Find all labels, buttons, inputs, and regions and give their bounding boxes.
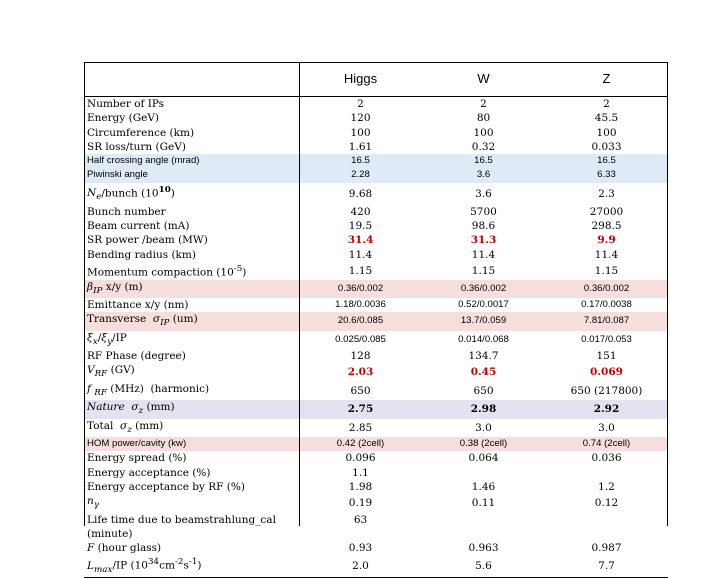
header-row <box>84 63 668 97</box>
cell-z: 0.12 <box>594 497 619 510</box>
header-higgs: Higgs <box>299 63 422 97</box>
cell-z: 151 <box>596 350 617 363</box>
table-row <box>84 382 668 400</box>
cell-w: 0.064 <box>468 452 499 465</box>
table-row <box>84 527 668 541</box>
row-label: RF Phase (degree) <box>87 350 186 363</box>
cell-higgs: 2.0 <box>299 555 422 577</box>
table-row <box>84 233 668 247</box>
table-row <box>84 219 668 233</box>
parameter-table <box>84 62 668 578</box>
cell-higgs: 0.025/0.085 <box>335 333 386 345</box>
cell-higgs: 20.6/0.085 <box>299 312 422 330</box>
row-label: $\xi_x/\xi_y/IP$ <box>87 331 127 347</box>
row-label: (minute) <box>87 527 133 540</box>
cell-w: 98.6 <box>471 219 496 232</box>
cell-z: 0.069 <box>590 366 623 379</box>
cell-w: 0.52/0.0017 <box>458 299 509 311</box>
row-label: $L_{max}/IP$ $(10^{34}cm^{-2}s^{-1})$ <box>84 555 299 577</box>
cell-higgs: 1.61 <box>348 140 373 153</box>
table-row <box>84 140 668 154</box>
row-label: Energy acceptance by RF (%) <box>87 480 245 493</box>
cell-z: 1.2 <box>598 480 615 493</box>
table-row <box>84 363 668 381</box>
row-label: Energy spread (%) <box>87 452 187 465</box>
table-row <box>84 205 668 219</box>
cell-z: 16.5 <box>545 154 668 168</box>
table-row <box>84 331 668 349</box>
cell-w: 3.6 <box>422 168 545 182</box>
cell-w: 2 <box>480 98 487 110</box>
column-divider <box>299 62 300 526</box>
cell-w: 11.4 <box>471 248 496 261</box>
row-label: Total $\sigma_z$ (mm) <box>87 419 164 435</box>
cell-w: 650 <box>473 384 494 397</box>
row-label: F (hour glass) <box>87 542 162 555</box>
cell-w <box>422 527 545 541</box>
cell-higgs: 100 <box>350 126 371 139</box>
row-label: Circumference (km) <box>87 126 195 139</box>
cell-z: 100 <box>596 126 617 139</box>
cell-higgs: 2.03 <box>347 366 374 379</box>
table-row <box>84 97 668 112</box>
row-label: SR power /beam (MW) <box>87 234 208 247</box>
table-row <box>84 111 668 125</box>
table-row <box>84 126 668 140</box>
cell-higgs: 1.1 <box>352 466 369 479</box>
cell-higgs <box>299 527 422 541</box>
cell-w: 1.46 <box>471 480 496 493</box>
cell-w: 5.6 <box>422 555 545 577</box>
row-label: Piwinski angle <box>84 168 299 182</box>
cell-higgs: 31.4 <box>347 234 374 247</box>
cell-z: 0.36/0.002 <box>545 280 668 298</box>
table-row <box>84 451 668 465</box>
table-row <box>84 513 668 527</box>
table-row <box>84 437 668 451</box>
cell-z: 0.74 (2cell) <box>545 437 668 451</box>
row-label: $\beta_{IP}$ x/y (m) <box>84 280 299 298</box>
cell-z: 9.9 <box>597 234 616 247</box>
cell-higgs: 1.18/0.0036 <box>335 299 386 311</box>
cell-z: 11.4 <box>594 248 619 261</box>
row-label: Beam current (mA) <box>87 219 190 232</box>
cell-z: 7.7 <box>545 555 668 577</box>
cell-w: 100 <box>473 126 494 139</box>
table-row <box>84 541 668 555</box>
header-z: Z <box>545 63 668 97</box>
row-label: Life time due to beamstrahlung_cal <box>87 513 276 526</box>
header-w: W <box>422 63 545 97</box>
cell-higgs: 120 <box>350 112 371 125</box>
table-row <box>84 419 668 437</box>
row-label: Half crossing angle (mrad) <box>84 154 299 168</box>
cell-w: 0.32 <box>471 140 496 153</box>
table-row <box>84 183 668 205</box>
table-row <box>84 466 668 480</box>
cell-w: 3.0 <box>475 421 492 434</box>
cell-higgs: 19.5 <box>348 219 373 232</box>
cell-z <box>545 513 668 527</box>
cell-w: 16.5 <box>422 154 545 168</box>
table-border-left <box>84 62 85 526</box>
table-row <box>84 262 668 280</box>
cell-z: 2.92 <box>545 400 668 418</box>
cell-higgs: 9.68 <box>348 187 373 200</box>
cell-w: 13.7/0.059 <box>422 312 545 330</box>
cell-w: 0.11 <box>471 497 496 510</box>
row-label: Number of IPs <box>87 98 165 110</box>
table-row <box>84 555 668 577</box>
row-label: $V_{RF}$ (GV) <box>87 364 135 380</box>
cell-z: 3.0 <box>598 421 615 434</box>
cell-higgs: 16.5 <box>299 154 422 168</box>
cell-higgs: 63 <box>353 513 368 526</box>
cell-w: 0.014/0.068 <box>458 333 509 345</box>
row-label: SR loss/turn (GeV) <box>87 140 186 153</box>
cell-z: 2 <box>603 98 610 110</box>
table-row <box>84 280 668 298</box>
row-label: Nature $\sigma_z$ (mm) <box>84 400 299 418</box>
table-row <box>84 248 668 262</box>
row-label: Energy acceptance (%) <box>87 466 211 479</box>
row-label: f $_{RF}$ (MHz) (harmonic) <box>87 382 210 398</box>
cell-higgs: 650 <box>350 384 371 397</box>
cell-higgs: 2.75 <box>299 400 422 418</box>
cell-higgs: 11.4 <box>348 248 373 261</box>
row-label: Energy (GeV) <box>87 112 160 125</box>
cell-higgs: 0.36/0.002 <box>299 280 422 298</box>
row-label: HOM power/cavity (kw) <box>84 437 299 451</box>
cell-w: 0.963 <box>468 542 499 555</box>
cell-w: 31.3 <box>470 234 497 247</box>
cell-higgs: 0.19 <box>348 497 373 510</box>
cell-z <box>545 527 668 541</box>
cell-w: 3.6 <box>475 187 492 200</box>
table-row <box>84 400 668 418</box>
cell-z: 0.036 <box>591 452 622 465</box>
cell-z: 7.81/0.087 <box>545 312 668 330</box>
cell-z: 0.17/0.0038 <box>581 299 632 311</box>
row-label: $n_\gamma$ <box>87 495 99 511</box>
table-row <box>84 154 668 168</box>
cell-z: 0.033 <box>591 140 622 153</box>
table-border-right <box>667 62 668 526</box>
cell-z: 2.3 <box>598 187 615 200</box>
table-row <box>84 298 668 312</box>
cell-higgs: 2.28 <box>299 168 422 182</box>
cell-w <box>422 513 545 527</box>
cell-higgs: 0.93 <box>348 542 373 555</box>
cell-higgs: 1.15 <box>348 264 373 277</box>
cell-w <box>422 466 545 480</box>
cell-higgs: 0.096 <box>345 452 376 465</box>
cell-higgs: 128 <box>350 350 371 363</box>
row-label: $N_e$/bunch $(10^{10})$ <box>87 184 175 203</box>
cell-w: 0.36/0.002 <box>422 280 545 298</box>
cell-z: 6.33 <box>545 168 668 182</box>
cell-z: 650 (217800) <box>570 384 643 397</box>
row-label: Bunch number <box>87 205 166 218</box>
cell-higgs: 2 <box>357 98 364 110</box>
cell-z: 1.15 <box>594 264 619 277</box>
row-label: Momentum compaction $(10^{-5})$ <box>87 263 247 279</box>
row-label: Transverse $\sigma_{IP}$ (um) <box>84 312 299 330</box>
table-row <box>84 312 668 330</box>
row-label: Emittance x/y (nm) <box>87 299 189 312</box>
cell-z <box>545 466 668 480</box>
table-row <box>84 168 668 182</box>
table-row <box>84 349 668 363</box>
cell-z: 0.017/0.053 <box>581 333 632 345</box>
cell-w: 80 <box>476 112 491 125</box>
cell-w: 0.38 (2cell) <box>422 437 545 451</box>
cell-w: 1.15 <box>471 264 496 277</box>
table-row <box>84 480 668 494</box>
cell-w: 5700 <box>470 205 497 218</box>
row-label: Bending radius (km) <box>87 248 196 261</box>
cell-higgs: 2.85 <box>348 421 373 434</box>
cell-w: 134.7 <box>468 350 499 363</box>
cell-z: 45.5 <box>594 112 619 125</box>
cell-w: 2.98 <box>422 400 545 418</box>
table-row <box>84 494 668 512</box>
cell-z: 0.987 <box>591 542 622 555</box>
cell-z: 27000 <box>589 205 624 218</box>
cell-z: 298.5 <box>591 219 622 232</box>
cell-w: 0.45 <box>470 366 497 379</box>
header-label <box>84 63 299 97</box>
cell-higgs: 1.98 <box>348 480 373 493</box>
cell-higgs: 0.42 (2cell) <box>299 437 422 451</box>
cell-higgs: 420 <box>350 205 371 218</box>
